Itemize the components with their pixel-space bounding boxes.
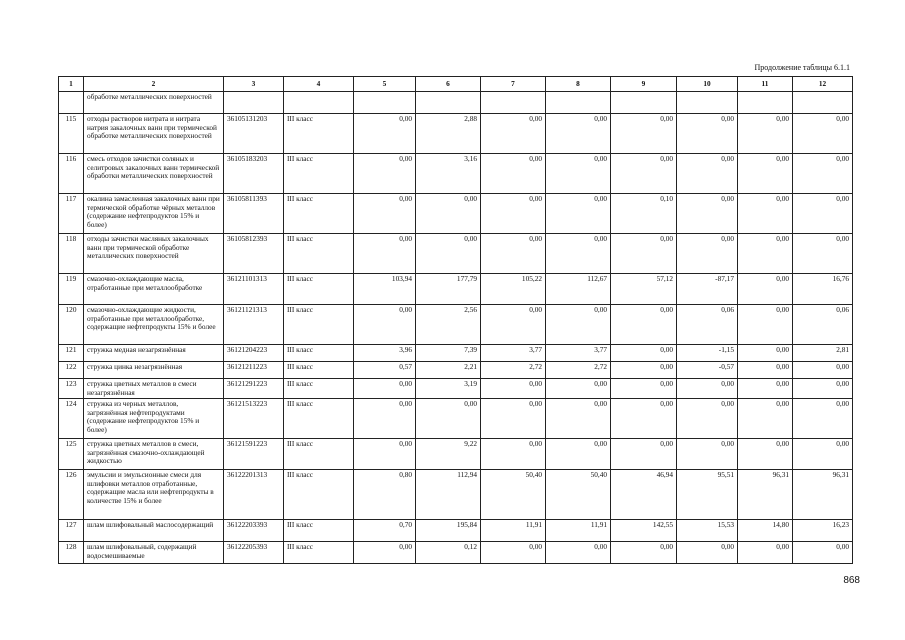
row-code: 36122205393: [224, 542, 284, 564]
row-value: 2,72: [481, 362, 546, 379]
row-value: 0,00: [738, 234, 793, 274]
row-hazard-class: III класс: [284, 362, 354, 379]
row-number: 121: [59, 345, 84, 362]
row-value: 0,57: [354, 362, 416, 379]
table-row: [59, 194, 853, 234]
row-code: 36105131203: [224, 114, 284, 154]
row-description: стружка цветных металлов в смеси незагрязнённая: [84, 379, 224, 399]
row-hazard-class: III класс: [284, 345, 354, 362]
row-value: 7,39: [416, 345, 481, 362]
row-hazard-class: III класс: [284, 154, 354, 194]
row-value: 0,00: [611, 439, 677, 470]
row-hazard-class: III класс: [284, 399, 354, 439]
row-value: 0,06: [677, 305, 738, 345]
row-number: 118: [59, 234, 84, 274]
row-value: 2,81: [793, 345, 853, 362]
row-value: 105,22: [481, 274, 546, 305]
row-value: 0,00: [793, 114, 853, 154]
table-row: [59, 439, 853, 470]
table-row: [59, 305, 853, 345]
column-header: 11: [738, 77, 793, 92]
row-value: 11,91: [481, 520, 546, 542]
row-value: 0,12: [416, 542, 481, 564]
row-value: 0,00: [793, 542, 853, 564]
row-description: отходы зачистки масляных закалочных ванн при термической обработке металлических поверхностей: [84, 234, 224, 274]
row-value: 0,00: [677, 399, 738, 439]
row-code: 36105183203: [224, 154, 284, 194]
row-hazard-class: III класс: [284, 379, 354, 399]
row-value: 0,00: [481, 399, 546, 439]
row-value: 14,80: [738, 520, 793, 542]
row-description: эмульсии и эмульсионные смеси для шлифовки металлов отработанные, содержащие масла или нефтепродукты в количестве 15% и более: [84, 470, 224, 520]
row-value: 0,00: [611, 305, 677, 345]
table-row: [59, 470, 853, 520]
row-value: 2,21: [416, 362, 481, 379]
row-value: 177,79: [416, 274, 481, 305]
row-code: 36122201313: [224, 470, 284, 520]
row-code: 36121204223: [224, 345, 284, 362]
row-value: 9,22: [416, 439, 481, 470]
row-number: 122: [59, 362, 84, 379]
row-value: 0,00: [546, 542, 611, 564]
page-number: 868: [843, 575, 860, 586]
row-value: 0,00: [546, 114, 611, 154]
row-value: 0,00: [481, 439, 546, 470]
row-code: 36105812393: [224, 234, 284, 274]
row-description: стружка цветных металлов в смеси, загрязнённая смазочно-охлаждающей жидкостью: [84, 439, 224, 470]
row-value: 3,77: [481, 345, 546, 362]
row-value: 0,00: [738, 399, 793, 439]
row-value: 0,00: [793, 379, 853, 399]
row-number: 128: [59, 542, 84, 564]
row-value: 0,70: [354, 520, 416, 542]
column-header: 12: [793, 77, 853, 92]
row-value: 0,00: [738, 114, 793, 154]
table-row: [59, 520, 853, 542]
row-description: обработке металлических поверхностей: [84, 92, 224, 114]
row-hazard-class: III класс: [284, 520, 354, 542]
row-value: 16,23: [793, 520, 853, 542]
row-value: 3,16: [416, 154, 481, 194]
column-header: 1: [59, 77, 84, 92]
column-header: 4: [284, 77, 354, 92]
table-row-carryover: [59, 92, 853, 114]
row-value: 0,00: [611, 542, 677, 564]
row-value: 0,00: [416, 194, 481, 234]
row-description: шлам шлифовальный, содержащий водосмешиваемые: [84, 542, 224, 564]
row-value: 0,00: [677, 234, 738, 274]
row-value: 0,00: [793, 234, 853, 274]
waste-table: [58, 76, 853, 564]
row-number: 117: [59, 194, 84, 234]
row-value: 0,00: [677, 379, 738, 399]
row-value: 57,12: [611, 274, 677, 305]
row-value: 0,00: [354, 305, 416, 345]
row-value: 3,77: [546, 345, 611, 362]
row-description: отходы растворов нитрата и нитрата натрия закалочных ванн при термической обработке металлических поверхностей: [84, 114, 224, 154]
row-value: 112,94: [416, 470, 481, 520]
column-header: 5: [354, 77, 416, 92]
row-value: 95,51: [677, 470, 738, 520]
row-value: 2,56: [416, 305, 481, 345]
table-row: [59, 379, 853, 399]
row-value: 0,00: [481, 194, 546, 234]
row-description: смесь отходов зачистки соляных и селитровых закалочных ванн термической обработки металлических поверхностей: [84, 154, 224, 194]
row-value: -1,15: [677, 345, 738, 362]
row-value: 0,00: [354, 379, 416, 399]
column-header: 3: [224, 77, 284, 92]
column-header: 8: [546, 77, 611, 92]
table-row: [59, 399, 853, 439]
row-value: 2,72: [546, 362, 611, 379]
row-hazard-class: III класс: [284, 542, 354, 564]
row-value: 11,91: [546, 520, 611, 542]
row-number: 124: [59, 399, 84, 439]
row-value: 16,76: [793, 274, 853, 305]
row-value: 0,00: [793, 154, 853, 194]
row-code: 36121101313: [224, 274, 284, 305]
row-code: 36121591223: [224, 439, 284, 470]
row-value: 0,00: [738, 345, 793, 362]
row-value: 3,19: [416, 379, 481, 399]
row-value: 0,00: [793, 439, 853, 470]
row-value: 0,00: [611, 114, 677, 154]
row-hazard-class: III класс: [284, 439, 354, 470]
row-value: 0,00: [611, 154, 677, 194]
row-value: 0,10: [611, 194, 677, 234]
row-number: 119: [59, 274, 84, 305]
row-hazard-class: III класс: [284, 194, 354, 234]
table-row: [59, 274, 853, 305]
row-value: 0,00: [738, 379, 793, 399]
row-number: 125: [59, 439, 84, 470]
row-value: 0,00: [677, 542, 738, 564]
table-row: [59, 154, 853, 194]
row-value: 0,00: [738, 274, 793, 305]
row-value: 50,40: [546, 470, 611, 520]
column-header: 2: [84, 77, 224, 92]
row-value: 0,00: [738, 305, 793, 345]
row-value: 0,00: [481, 379, 546, 399]
table-row: [59, 345, 853, 362]
row-code: 36121211223: [224, 362, 284, 379]
table-row: [59, 542, 853, 564]
row-value: 0,00: [611, 399, 677, 439]
row-value: 0,00: [416, 234, 481, 274]
row-value: 0,00: [611, 345, 677, 362]
row-value: 0,00: [738, 194, 793, 234]
row-value: 0,00: [354, 194, 416, 234]
row-value: 0,00: [677, 114, 738, 154]
table-header-row: [59, 77, 853, 92]
row-number: 123: [59, 379, 84, 399]
row-value: 0,00: [481, 154, 546, 194]
row-code: 36121121313: [224, 305, 284, 345]
row-value: 0,00: [481, 305, 546, 345]
row-value: 0,00: [611, 234, 677, 274]
row-code: 36122203393: [224, 520, 284, 542]
row-code: 36121291223: [224, 379, 284, 399]
row-description: стружка медная незагрязнённая: [84, 345, 224, 362]
row-value: 15,53: [677, 520, 738, 542]
row-value: 0,06: [793, 305, 853, 345]
row-value: 0,00: [354, 399, 416, 439]
row-number: 115: [59, 114, 84, 154]
table-row: [59, 362, 853, 379]
row-description: окалина замасленная закалочных ванн при термической обработке чёрных металлов (содержание нефтепродуктов 15% и более): [84, 194, 224, 234]
row-value: 0,00: [738, 542, 793, 564]
row-value: 112,67: [546, 274, 611, 305]
row-value: 3,96: [354, 345, 416, 362]
row-value: 2,88: [416, 114, 481, 154]
row-value: 0,00: [611, 362, 677, 379]
row-value: 0,00: [354, 439, 416, 470]
row-value: 0,00: [354, 542, 416, 564]
column-header: 10: [677, 77, 738, 92]
row-value: 0,00: [738, 362, 793, 379]
row-value: 0,00: [546, 379, 611, 399]
row-number: 116: [59, 154, 84, 194]
row-value: 0,00: [738, 154, 793, 194]
row-value: -87,17: [677, 274, 738, 305]
row-hazard-class: III класс: [284, 114, 354, 154]
row-value: 0,00: [793, 194, 853, 234]
row-value: 0,00: [546, 194, 611, 234]
row-description: смазочно-охлаждающие масла, отработанные при металлообработке: [84, 274, 224, 305]
row-value: 142,55: [611, 520, 677, 542]
row-hazard-class: III класс: [284, 274, 354, 305]
row-description: стружка цинка незагрязнённая: [84, 362, 224, 379]
table-row: [59, 114, 853, 154]
row-value: 0,00: [354, 234, 416, 274]
row-value: 0,00: [677, 154, 738, 194]
row-value: 195,84: [416, 520, 481, 542]
column-header: 7: [481, 77, 546, 92]
row-value: 96,31: [738, 470, 793, 520]
row-value: 0,00: [546, 439, 611, 470]
row-value: 0,00: [793, 399, 853, 439]
row-value: 96,31: [793, 470, 853, 520]
row-value: 0,00: [481, 234, 546, 274]
row-value: 0,00: [611, 379, 677, 399]
row-value: 0,80: [354, 470, 416, 520]
row-value: 0,00: [546, 399, 611, 439]
row-value: 50,40: [481, 470, 546, 520]
row-value: 0,00: [354, 154, 416, 194]
row-hazard-class: III класс: [284, 234, 354, 274]
row-code: 36105811393: [224, 194, 284, 234]
row-value: 0,00: [354, 114, 416, 154]
table-continuation-label: Продолжение таблицы 6.1.1: [754, 63, 850, 72]
row-number: 120: [59, 305, 84, 345]
row-hazard-class: III класс: [284, 305, 354, 345]
row-hazard-class: III класс: [284, 470, 354, 520]
row-value: 0,00: [738, 439, 793, 470]
row-value: 0,00: [677, 439, 738, 470]
row-value: -0,57: [677, 362, 738, 379]
column-header: 6: [416, 77, 481, 92]
row-value: 46,94: [611, 470, 677, 520]
row-value: 0,00: [481, 114, 546, 154]
row-value: 0,00: [793, 362, 853, 379]
table-row: [59, 234, 853, 274]
row-number: 126: [59, 470, 84, 520]
row-number: 127: [59, 520, 84, 542]
row-value: 0,00: [416, 399, 481, 439]
row-value: 0,00: [546, 305, 611, 345]
row-description: шлам шлифовальный маслосодержащий: [84, 520, 224, 542]
row-value: 0,00: [546, 154, 611, 194]
row-description: стружка из черных металлов, загрязнённая нефтепродуктами (содержание нефтепродуктов 15% и более): [84, 399, 224, 439]
row-code: 36121513223: [224, 399, 284, 439]
row-value: 0,00: [481, 542, 546, 564]
row-value: 0,00: [546, 234, 611, 274]
row-description: смазочно-охлаждающие жидкости, отработанные при металлообработке, содержащие нефтепродукты 15% и более: [84, 305, 224, 345]
row-value: 0,00: [677, 194, 738, 234]
row-value: 103,94: [354, 274, 416, 305]
column-header: 9: [611, 77, 677, 92]
